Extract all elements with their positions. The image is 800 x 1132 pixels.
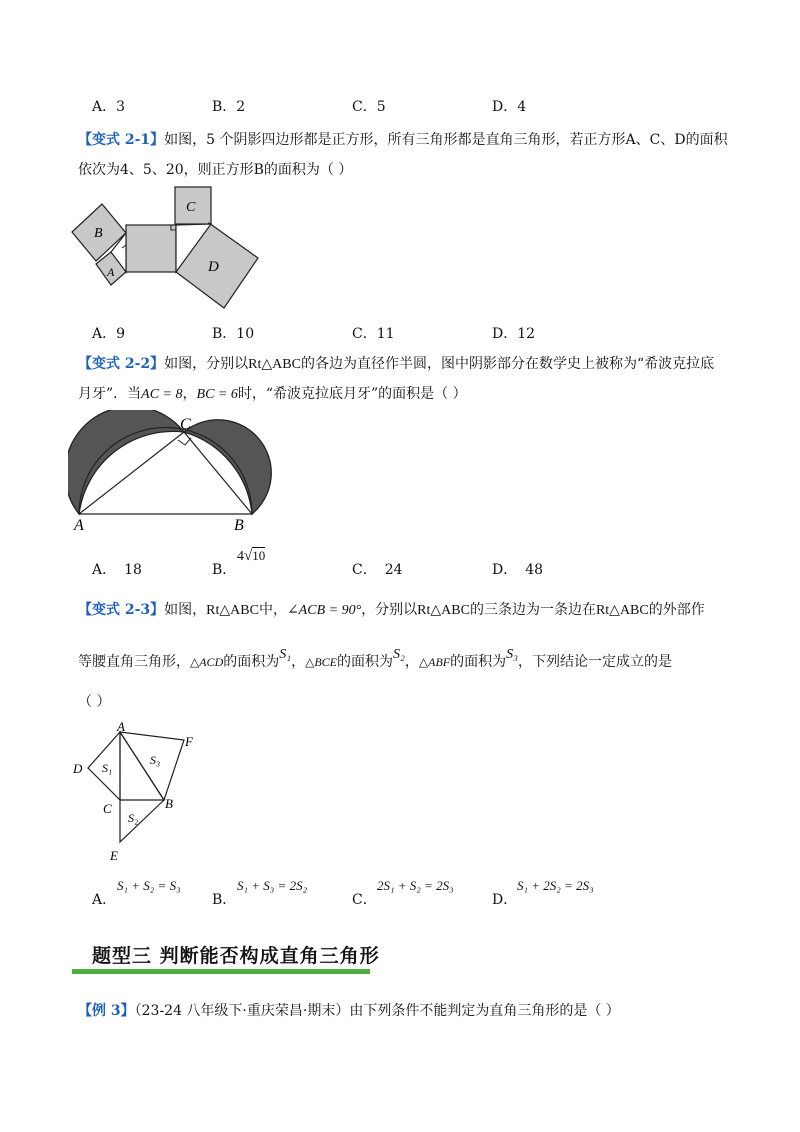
v23-text: ，分别以 xyxy=(361,602,418,618)
coef: 4 xyxy=(237,549,244,564)
v23-tri: △BCE xyxy=(305,655,338,669)
option-label: D． xyxy=(492,562,518,578)
label-c: C xyxy=(103,801,112,816)
v23-option-c-expr: 2S₁ + S₂ = 2S₃ xyxy=(377,878,454,893)
v22-rt: Rt△ABC xyxy=(248,357,301,372)
label-c: C xyxy=(186,200,196,215)
v23-text: 如图， xyxy=(164,602,207,618)
label-s1: S₁ xyxy=(102,761,113,775)
v22-ac: AC = 8 xyxy=(141,387,183,402)
v23-text: 的外部作 xyxy=(648,602,705,618)
ex3-tag: 【例 3】 xyxy=(78,1003,135,1019)
square-center xyxy=(126,225,176,272)
label-s3: S₃ xyxy=(150,753,161,767)
v23-option-d-label: D． xyxy=(492,892,518,908)
v22-tag: 【变式 2-2】 xyxy=(78,356,165,372)
v23-text: 的面积为 xyxy=(450,654,507,670)
v23-s: S₁ xyxy=(279,647,292,662)
v23-text: 的三条边为一条边在 xyxy=(469,602,596,618)
label-a: A xyxy=(74,517,84,534)
v21-figure xyxy=(68,185,268,310)
label-s2: S₂ xyxy=(128,811,139,825)
v23-rt: Rt△ABC xyxy=(206,603,259,618)
v21-option-a: A．9 xyxy=(92,326,126,342)
lune-left xyxy=(68,410,184,514)
v22-text: 的各边为直径作半圆，图中阴影部分在数学史上被称为“希波克拉底 xyxy=(300,356,715,372)
section-title: 题型三 判断能否构成直角三角形 xyxy=(92,945,380,967)
option-a: A．3 xyxy=(92,99,126,115)
v23-text: ， xyxy=(291,654,306,670)
v23-text: ，下列结论一定成立的是 xyxy=(517,654,672,670)
v23-rt: Rt△ABC xyxy=(417,603,470,618)
v21-tag: 【变式 2-1】 xyxy=(78,132,165,148)
triangle-bce xyxy=(120,800,164,842)
v23-option-a-label: A． xyxy=(92,892,117,908)
section-underline xyxy=(72,969,370,974)
v23-line2 xyxy=(78,647,672,673)
option-c: C．5 xyxy=(352,99,386,115)
v23-s: S₃ xyxy=(506,647,518,662)
option-d: D．4 xyxy=(492,99,527,115)
label-d: D xyxy=(208,259,219,275)
ex3-line xyxy=(78,1001,620,1021)
v22-option-a xyxy=(92,560,142,580)
option-label: C． xyxy=(352,562,377,578)
label-a: A xyxy=(107,265,115,279)
label-b: B xyxy=(165,796,173,811)
v22-text: 如图，分别以 xyxy=(164,356,249,372)
v22-option-b-value: 4√10 xyxy=(237,548,266,564)
option-b: B．2 xyxy=(212,99,246,115)
label-d: D xyxy=(73,761,83,776)
v23-text: 等腰直角三角形， xyxy=(78,654,190,670)
v23-option-b-expr: S₁ + S₃ = 2S₂ xyxy=(237,878,308,893)
label-f: F xyxy=(185,734,193,749)
v23-tri: △ABF xyxy=(418,655,451,669)
option-value: 48 xyxy=(525,562,544,578)
v23-tag: 【变式 2-3】 xyxy=(78,602,165,618)
v21-line1 xyxy=(78,130,728,150)
v22-option-d xyxy=(492,560,543,580)
v23-text: 的面积为 xyxy=(223,654,280,670)
v23-options xyxy=(92,878,652,908)
v21-option-c: C．11 xyxy=(352,326,395,342)
v22-option-c xyxy=(352,560,403,580)
v23-line3: （ ） xyxy=(78,694,111,710)
v21-line2: 依次为4、5、20，则正方形B的面积为（ ） xyxy=(78,162,353,178)
v22-line2 xyxy=(78,384,467,405)
v23-text: ， xyxy=(404,654,419,670)
v22-options xyxy=(92,548,652,578)
v23-rt: Rt△ABC xyxy=(595,603,649,618)
option-value: 24 xyxy=(384,562,403,578)
v23-s: S₂ xyxy=(393,647,405,662)
v22-text: ， xyxy=(182,386,197,402)
v21-options xyxy=(92,324,535,344)
v21-option-b: B．10 xyxy=(212,326,255,342)
v22-text: 时，“希波克拉底月牙”的面积是（ ） xyxy=(237,386,467,402)
v22-line1 xyxy=(78,354,714,375)
v23-text: 中， xyxy=(258,602,287,618)
v22-text: 月牙”．当 xyxy=(78,386,142,402)
label-e: E xyxy=(110,848,118,863)
v23-line1 xyxy=(78,600,705,621)
option-value: 18 xyxy=(124,562,142,578)
v23-option-c-label: C． xyxy=(352,892,377,908)
label-b: B xyxy=(234,517,244,534)
v23-figure xyxy=(66,720,206,865)
v21-option-d: D．12 xyxy=(492,326,536,342)
v23-option-b-label: B． xyxy=(212,892,237,908)
v23-angle: ∠ACB = 90° xyxy=(286,603,362,618)
v21-text1: 如图，5 个阴影四边形都是正方形，所有三角形都是直角三角形，若正方形A、C、D的面积 xyxy=(164,132,728,148)
v23-text: 的面积为 xyxy=(337,654,394,670)
v23-option-d-expr: S₁ + 2S₂ = 2S₃ xyxy=(517,878,594,893)
label-c: C xyxy=(180,416,191,433)
v22-option-b-label: B． xyxy=(212,562,237,578)
v23-option-a-expr: S₁ + S₂ = S₃ xyxy=(117,878,181,893)
label-b: B xyxy=(94,226,103,241)
radicand: 10 xyxy=(252,548,266,563)
ex3-text: （23-24 八年级下·重庆荣昌·期末）由下列条件不能判定为直角三角形的是（ ） xyxy=(134,1003,620,1019)
option-label: A． xyxy=(92,562,117,578)
label-a: A xyxy=(117,720,125,734)
v23-tri: △ACD xyxy=(190,655,224,669)
prev-options xyxy=(92,97,526,117)
v22-figure xyxy=(68,410,273,535)
v22-bc: BC = 6 xyxy=(196,387,238,402)
